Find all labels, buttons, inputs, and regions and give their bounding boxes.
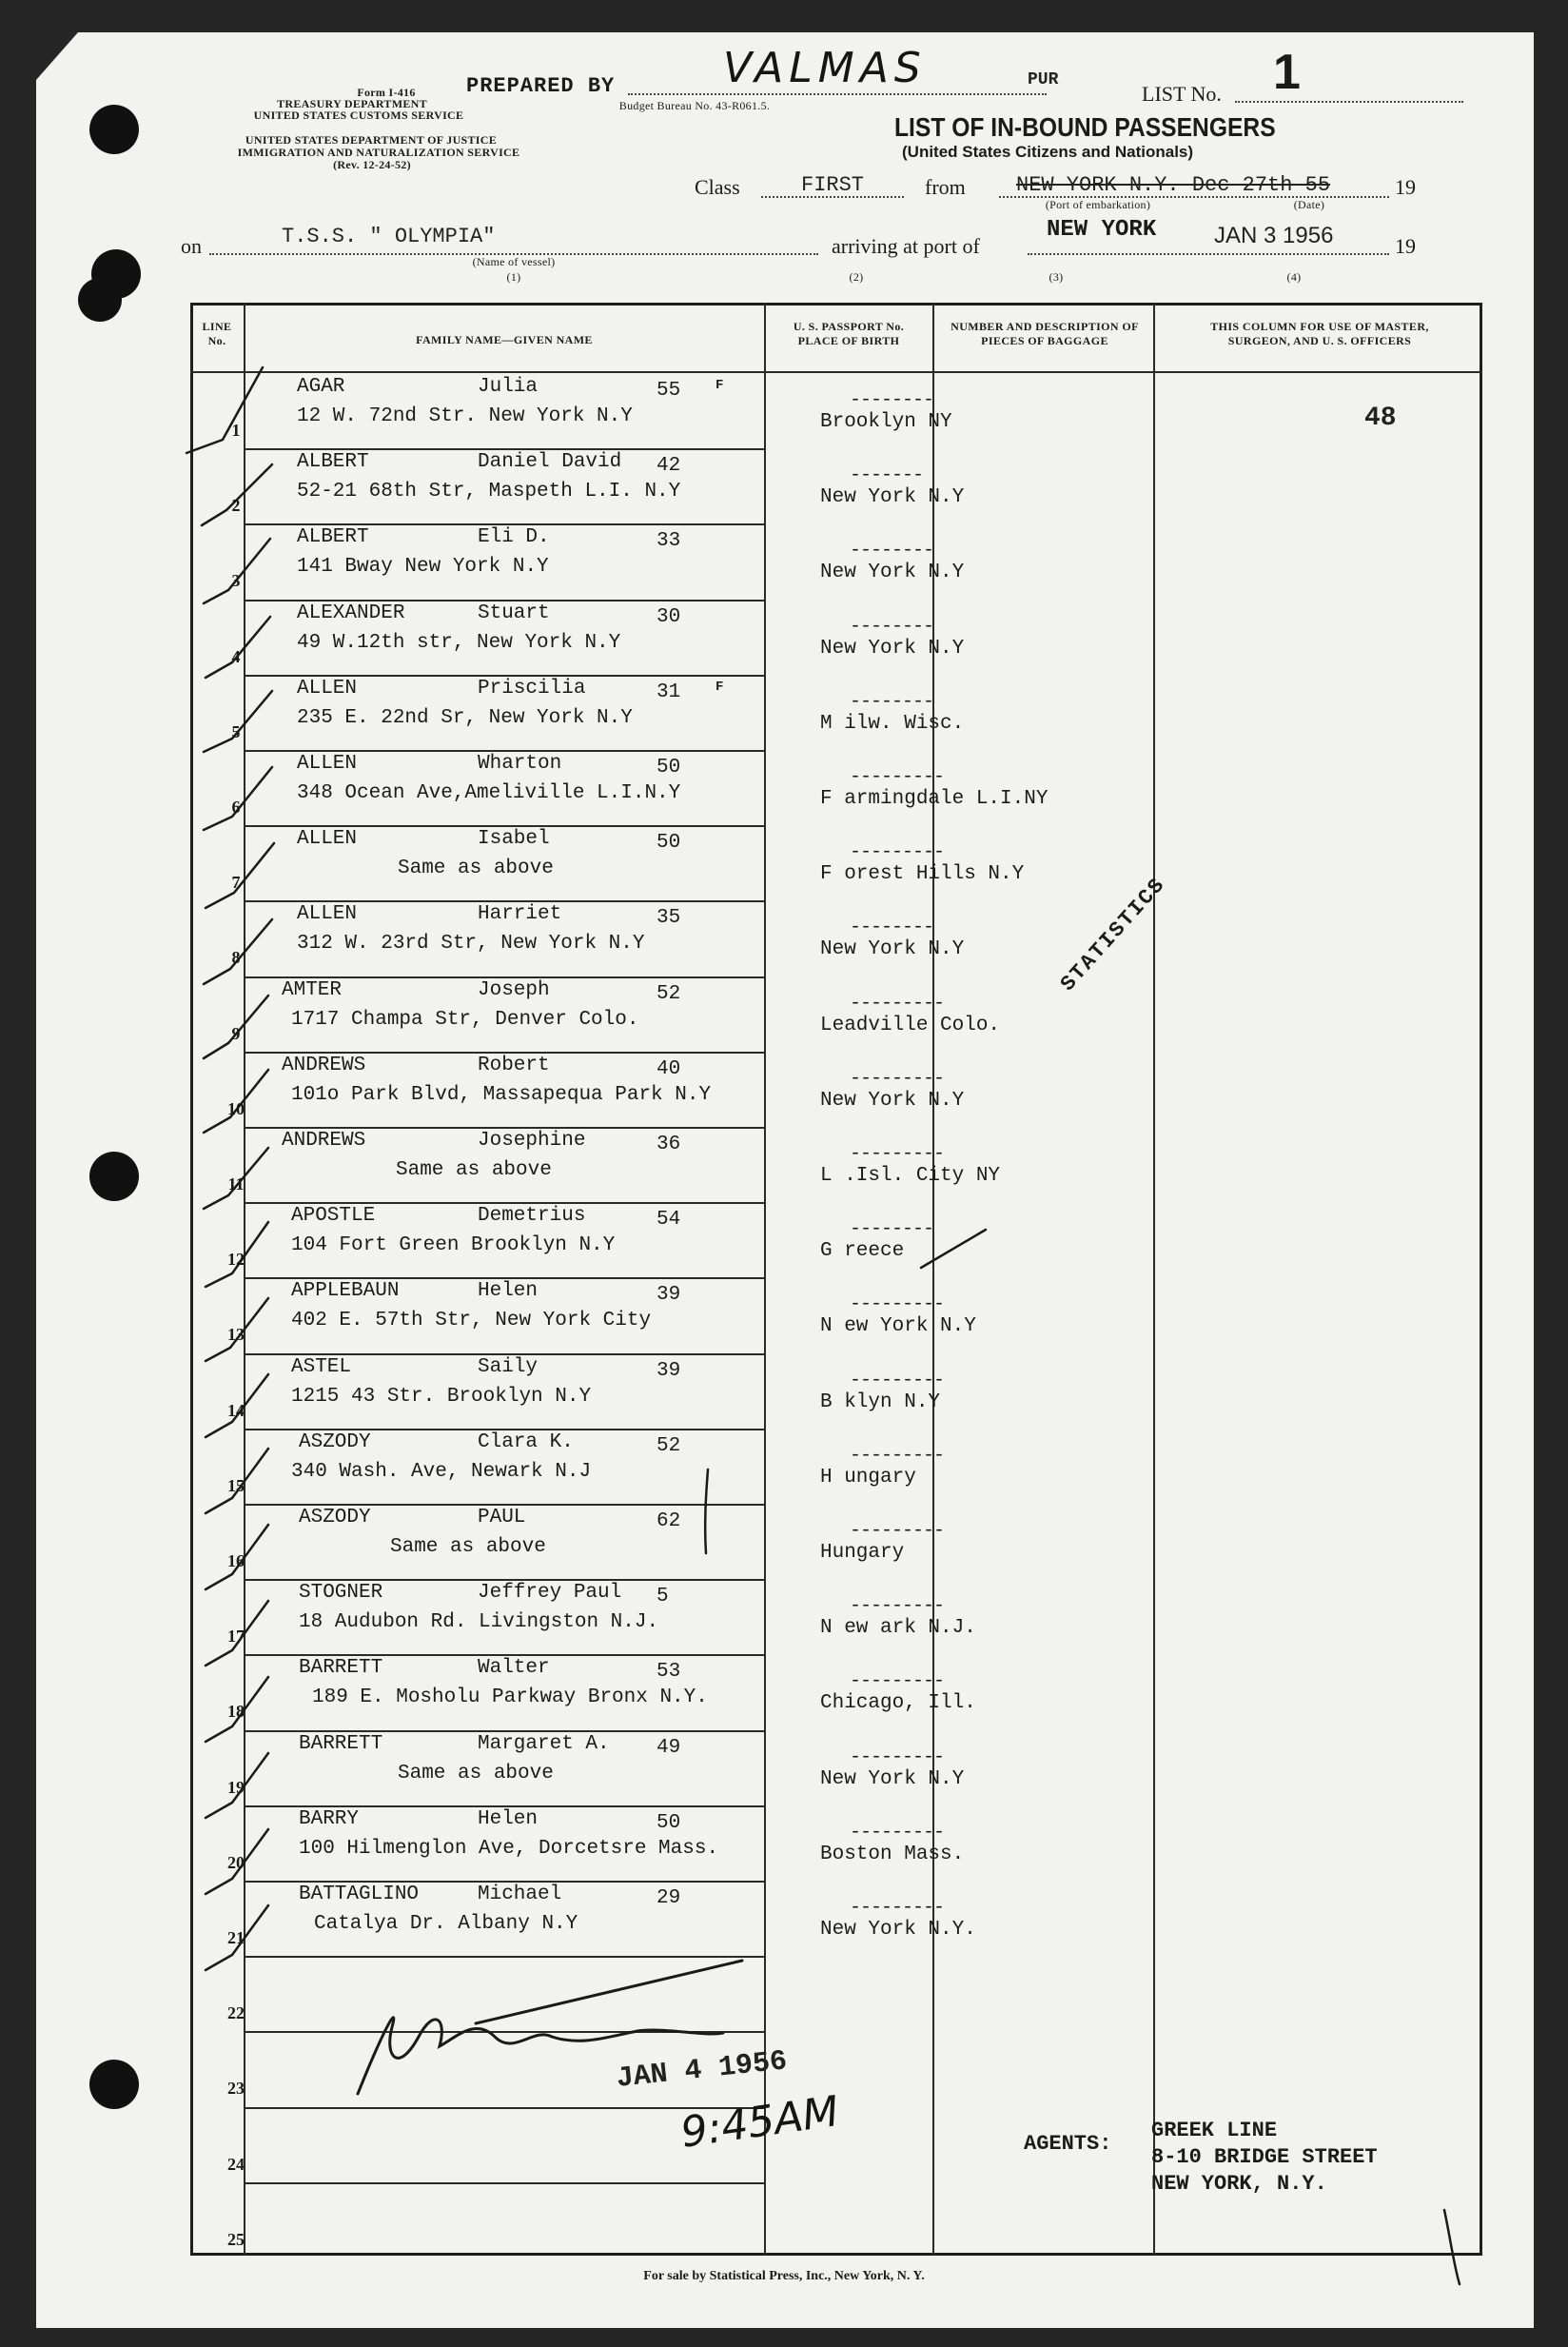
address: 402 E. 57th Str, New York City xyxy=(291,1310,652,1332)
statistics-stamp: STATISTICS xyxy=(1056,873,1171,996)
passport-number: --------- xyxy=(850,1897,945,1919)
on-label: on xyxy=(181,234,202,258)
line-number: 16 xyxy=(227,1551,245,1570)
line-number: 11 xyxy=(227,1174,245,1193)
line-number: 5 xyxy=(231,721,241,741)
arriving-label: arriving at port of xyxy=(832,234,980,258)
column-header-name: FAMILY NAME—GIVEN NAME xyxy=(416,333,593,346)
line-number: 23 xyxy=(227,2079,245,2099)
given-name: Helen xyxy=(478,1807,539,1830)
place-of-birth: Brooklyn NY xyxy=(820,411,952,433)
place-of-birth: F armingdale L.I.NY xyxy=(820,788,1049,810)
line-number: 3 xyxy=(231,571,241,591)
year-suffix-2: 19 xyxy=(1395,234,1416,258)
passport-number: --------- xyxy=(850,1067,945,1090)
given-name: Clara K. xyxy=(478,1430,574,1453)
class-label: Class xyxy=(695,175,740,199)
pen-stroke xyxy=(1444,2210,1460,2284)
signature-strike xyxy=(476,1961,742,2023)
agents-line-1: GREEK LINE xyxy=(1151,2119,1278,2142)
line-number: 25 xyxy=(227,2229,245,2249)
passport-number: --------- xyxy=(850,841,945,864)
line-number: 9 xyxy=(231,1023,241,1043)
signature xyxy=(358,2018,723,2094)
caption-4: (4) xyxy=(1286,270,1302,284)
list-no-label: LIST No. xyxy=(1142,82,1222,106)
line-number: 4 xyxy=(231,646,241,666)
given-name: Helen xyxy=(478,1280,539,1303)
column-header-passport: U. S. PASSPORT No. PLACE OF BIRTH xyxy=(793,320,905,347)
family-name: ASZODY xyxy=(299,1507,371,1529)
given-name: Josephine xyxy=(478,1130,586,1152)
check-mark xyxy=(206,1449,268,1513)
revision: (Rev. 12-24-52) xyxy=(333,158,411,171)
age: 50 xyxy=(657,832,681,855)
check-mark xyxy=(204,1148,268,1209)
family-name: APOSTLE xyxy=(291,1205,376,1228)
given-name: PAUL xyxy=(478,1507,526,1529)
address: 312 W. 23rd Str, New York N.Y xyxy=(297,933,645,956)
given-name: Harriet xyxy=(478,903,562,926)
vessel-caption-number: (1) xyxy=(506,270,521,284)
passport-number: -------- xyxy=(850,690,934,713)
vessel-value: T.S.S. " OLYMPIA" xyxy=(282,225,496,248)
family-name: STOGNER xyxy=(299,1582,383,1605)
age: 39 xyxy=(657,1284,681,1307)
place-of-birth: G reece xyxy=(820,1240,905,1263)
place-of-birth: N ew ark N.J. xyxy=(820,1617,976,1640)
passport-number: --------- xyxy=(850,1520,945,1542)
check-mark xyxy=(206,1829,268,1894)
page-subtitle: (United States Citizens and Nationals) xyxy=(902,143,1194,161)
family-name: ALLEN xyxy=(297,753,358,775)
check-mark xyxy=(204,539,270,603)
passport-number: --------- xyxy=(850,1595,945,1618)
family-name: ALEXANDER xyxy=(297,602,405,624)
place-of-birth: L .Isl. City NY xyxy=(820,1165,1001,1187)
age: 50 xyxy=(657,1811,681,1834)
passport-number: -------- xyxy=(850,1218,934,1241)
check-mark xyxy=(206,1525,268,1589)
pen-stroke xyxy=(921,1230,986,1268)
age: 35 xyxy=(657,907,681,930)
pen-stroke xyxy=(705,1469,708,1553)
department-of-justice: UNITED STATES DEPARTMENT OF JUSTICE xyxy=(245,133,498,147)
sex-marker: F xyxy=(715,378,724,393)
age: 52 xyxy=(657,1434,681,1457)
passport-number: -------- xyxy=(850,540,934,562)
check-mark xyxy=(204,919,272,984)
age: 53 xyxy=(657,1661,681,1684)
age: 42 xyxy=(657,455,681,478)
family-name: AGAR xyxy=(297,376,345,398)
address: 100 Hilmenglon Ave, Dorcetsre Mass. xyxy=(299,1837,719,1860)
passport-number: --------- xyxy=(850,1444,945,1467)
check-mark xyxy=(206,617,270,678)
family-name: BARRETT xyxy=(299,1657,383,1680)
passport-number: --------- xyxy=(850,1293,945,1316)
given-name: Daniel David xyxy=(478,451,622,474)
place-of-birth: New York N.Y xyxy=(820,1767,965,1790)
passport-number: --------- xyxy=(850,992,945,1015)
address: Same as above xyxy=(396,1159,552,1181)
agents-line-3: NEW YORK, N.Y. xyxy=(1151,2172,1327,2196)
given-name: Isabel xyxy=(478,828,550,851)
line-number: 17 xyxy=(227,1627,245,1647)
place-of-birth: New York N.Y xyxy=(820,637,965,660)
family-name: ASZODY xyxy=(299,1430,371,1453)
passport-number: --------- xyxy=(850,1143,945,1165)
address: Same as above xyxy=(398,858,554,880)
given-name: Julia xyxy=(478,376,539,398)
age: 30 xyxy=(657,605,681,628)
address: Same as above xyxy=(390,1536,546,1558)
line-number: 19 xyxy=(227,1777,245,1797)
given-name: Walter xyxy=(478,1657,550,1680)
passport-number: --------- xyxy=(850,1369,945,1391)
place-of-birth: N ew York N.Y xyxy=(820,1315,976,1338)
page-title: LIST OF IN-BOUND PASSENGERS xyxy=(894,112,1276,142)
pur-mark: PUR xyxy=(1028,70,1059,89)
family-name: BARRETT xyxy=(299,1732,383,1755)
place-of-birth: New York N.Y xyxy=(820,562,965,584)
passport-number: --------- xyxy=(850,766,945,788)
form-number: Form I-416 xyxy=(357,86,416,99)
given-name: Jeffrey Paul xyxy=(478,1582,622,1605)
place-of-birth: New York N.Y xyxy=(820,486,965,509)
address: 348 Ocean Ave,Ameliville L.I.N.Y xyxy=(297,782,681,804)
column-header-officers: THIS COLUMN FOR USE OF MASTER, SURGEON, AND U. S. OFFICERS xyxy=(1210,320,1429,347)
line-number: 10 xyxy=(227,1098,245,1118)
check-mark xyxy=(206,1298,268,1361)
family-name: ALLEN xyxy=(297,903,358,926)
caption-2: (2) xyxy=(849,270,864,284)
passport-number: ------- xyxy=(850,464,924,487)
address: 340 Wash. Ave, Newark N.J xyxy=(291,1460,592,1483)
port-embark-caption: (Port of embarkation) xyxy=(1045,198,1151,211)
agents-label: AGENTS: xyxy=(1024,2132,1112,2156)
place-of-birth: H ungary xyxy=(820,1466,916,1489)
check-mark xyxy=(186,367,263,453)
address: 104 Fort Green Brooklyn N.Y xyxy=(291,1234,616,1257)
line-number: 22 xyxy=(227,2003,245,2023)
column-header-line-no: LINE No. xyxy=(202,320,232,347)
check-mark xyxy=(206,1374,268,1437)
check-mark xyxy=(206,1677,268,1742)
place-of-birth: Leadville Colo. xyxy=(820,1014,1001,1036)
address: 12 W. 72nd Str. New York N.Y xyxy=(297,405,633,427)
sex-marker: F xyxy=(715,679,724,695)
place-of-birth: New York N.Y xyxy=(820,1089,965,1112)
line-number: 1 xyxy=(231,421,241,440)
year-suffix-1: 19 xyxy=(1395,175,1416,199)
age: 52 xyxy=(657,982,681,1005)
place-of-birth: M ilw. Wisc. xyxy=(820,712,965,735)
check-mark xyxy=(204,691,272,752)
place-of-birth: New York N.Y xyxy=(820,938,965,961)
immigration-service: IMMIGRATION AND NATURALIZATION SERVICE xyxy=(237,146,520,159)
from-label: from xyxy=(925,175,966,199)
given-name: Margaret A. xyxy=(478,1732,610,1755)
agents-line-2: 8-10 BRIDGE STREET xyxy=(1151,2145,1378,2169)
given-name: Priscilia xyxy=(478,677,586,700)
received-time-handwritten: 9:45AM xyxy=(677,2087,842,2158)
line-number: 6 xyxy=(231,798,241,817)
line-number: 24 xyxy=(227,2154,245,2174)
budget-bureau: Budget Bureau No. 43-R061.5. xyxy=(618,99,771,112)
age: 55 xyxy=(657,380,681,402)
age: 40 xyxy=(657,1057,681,1080)
line-number: 14 xyxy=(227,1400,245,1420)
line-number: 21 xyxy=(227,1928,245,1947)
place-of-birth: Hungary xyxy=(820,1542,905,1564)
printer-footer: For sale by Statistical Press, Inc., New York, N. Y. xyxy=(643,2269,925,2283)
line-number: 2 xyxy=(231,496,241,516)
age: 5 xyxy=(657,1586,669,1608)
family-name: BARRY xyxy=(299,1807,360,1830)
check-mark xyxy=(206,1905,268,1970)
given-name: Saily xyxy=(478,1355,539,1378)
check-mark xyxy=(206,1222,268,1287)
family-name: ANDREWS xyxy=(282,1130,366,1152)
family-name: AMTER xyxy=(282,978,343,1001)
preparer-signature: VALMAS xyxy=(723,44,927,92)
given-name: Demetrius xyxy=(478,1205,586,1228)
line-number: 15 xyxy=(227,1475,245,1495)
passport-number: -------- xyxy=(850,917,934,939)
check-mark xyxy=(204,996,268,1058)
line-number: 13 xyxy=(227,1325,245,1345)
place-of-birth: F orest Hills N.Y xyxy=(820,863,1025,886)
given-name: Michael xyxy=(478,1884,562,1905)
given-name: Wharton xyxy=(478,753,562,775)
given-name: Joseph xyxy=(478,978,550,1001)
date-caption: (Date) xyxy=(1293,198,1325,211)
age: 36 xyxy=(657,1134,681,1155)
family-name: APPLEBAUN xyxy=(291,1280,400,1303)
passport-number: -------- xyxy=(850,389,934,411)
given-name: Robert xyxy=(478,1054,550,1076)
list-no-value: 1 xyxy=(1273,45,1301,100)
passport-number: --------- xyxy=(850,1670,945,1693)
address: 49 W.12th str, New York N.Y xyxy=(297,631,621,654)
embark-port-value: NEW YORK N.Y. Dec 27th 55 xyxy=(1016,173,1331,197)
line-number: 20 xyxy=(227,1852,245,1872)
arrival-date-stamp: JAN 3 1956 xyxy=(1214,223,1334,248)
line-number: 12 xyxy=(227,1250,245,1270)
age: 54 xyxy=(657,1209,681,1232)
given-name: Stuart xyxy=(478,602,550,624)
family-name: ASTEL xyxy=(291,1355,352,1378)
address: 101o Park Blvd, Massapequa Park N.Y xyxy=(291,1083,712,1106)
address: 18 Audubon Rd. Livingston N.J. xyxy=(299,1611,659,1634)
age: 39 xyxy=(657,1359,681,1382)
passport-number: -------- xyxy=(850,615,934,638)
check-mark xyxy=(202,464,272,525)
place-of-birth: New York N.Y. xyxy=(820,1919,976,1941)
officer-count: 48 xyxy=(1364,404,1397,433)
family-name: ALBERT xyxy=(297,526,369,549)
address: Catalya Dr. Albany N.Y xyxy=(314,1913,578,1935)
arrival-port-stamp: NEW YORK xyxy=(1047,217,1157,243)
address: 1717 Champa Str, Denver Colo. xyxy=(291,1008,639,1031)
given-name: Eli D. xyxy=(478,526,550,549)
place-of-birth: B klyn N.Y xyxy=(820,1390,941,1413)
age: 33 xyxy=(657,530,681,553)
address: 52-21 68th Str, Maspeth L.I. N.Y xyxy=(297,481,681,503)
place-of-birth: Boston Mass. xyxy=(820,1843,965,1865)
age: 50 xyxy=(657,757,681,779)
check-mark xyxy=(206,843,274,908)
age: 49 xyxy=(657,1736,681,1759)
check-mark xyxy=(204,1070,268,1133)
caption-3: (3) xyxy=(1049,270,1064,284)
check-mark xyxy=(206,1753,268,1818)
family-name: ALLEN xyxy=(297,828,358,851)
address: 141 Bway New York N.Y xyxy=(297,556,549,579)
passport-number: --------- xyxy=(850,1821,945,1844)
place-of-birth: Chicago, Ill. xyxy=(820,1692,976,1715)
address: Same as above xyxy=(398,1762,554,1785)
treasury-department: TREASURY DEPARTMENT xyxy=(277,97,427,110)
family-name: ANDREWS xyxy=(282,1054,366,1076)
passport-number: --------- xyxy=(850,1745,945,1768)
line-number: 7 xyxy=(231,873,241,893)
prepared-by-label: PREPARED BY xyxy=(466,74,616,98)
class-value: FIRST xyxy=(801,173,865,197)
column-header-baggage: NUMBER AND DESCRIPTION OF PIECES OF BAGGAGE xyxy=(951,320,1139,347)
received-date-stamp: JAN 4 1956 xyxy=(615,2045,789,2096)
family-name: BATTAGLINO xyxy=(299,1884,420,1905)
family-name: ALBERT xyxy=(297,451,369,474)
line-number: 8 xyxy=(231,948,241,968)
check-mark xyxy=(204,767,272,830)
line-number: 18 xyxy=(227,1702,245,1722)
customs-service: UNITED STATES CUSTOMS SERVICE xyxy=(253,108,464,122)
address: 1215 43 Str. Brooklyn N.Y xyxy=(291,1385,592,1408)
address: 189 E. Mosholu Parkway Bronx N.Y. xyxy=(312,1686,708,1709)
age: 31 xyxy=(657,680,681,703)
age: 29 xyxy=(657,1887,681,1909)
family-name: ALLEN xyxy=(297,677,358,700)
vessel-caption: (Name of vessel) xyxy=(472,255,556,268)
address: 235 E. 22nd Sr, New York N.Y xyxy=(297,706,633,729)
check-mark xyxy=(206,1601,268,1666)
age: 62 xyxy=(657,1510,681,1532)
